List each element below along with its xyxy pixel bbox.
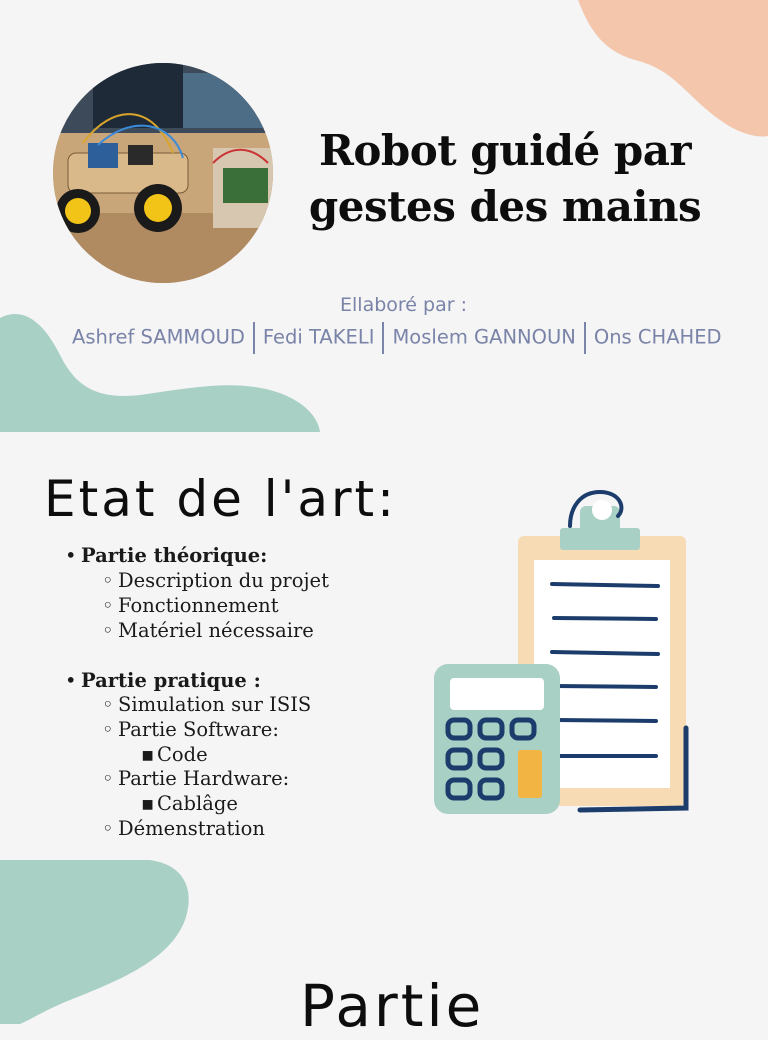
list-item: ◦ Matériel nécessaire	[102, 619, 314, 642]
list-item: ◦ Fonctionnement	[102, 594, 279, 617]
mint-blob-bottom	[0, 860, 200, 1024]
byline: Ellaboré par :	[340, 294, 467, 316]
author-name: Moslem GANNOUN	[392, 325, 576, 349]
author-separator	[584, 322, 586, 354]
author-separator	[253, 322, 255, 354]
list-item: ◦ Description du projet	[102, 569, 329, 592]
list-item: ◦ Démenstration	[102, 817, 265, 840]
calculator-icon	[434, 664, 560, 814]
list-item: ▪ Code	[141, 743, 208, 766]
author-name: Ons CHAHED	[593, 325, 722, 349]
author-list	[72, 322, 768, 354]
page-title: Robot guidé par gestes des mains	[308, 126, 702, 231]
author-name: Fedi TAKELI	[262, 325, 375, 349]
list-item: ◦ Partie Hardware:	[102, 767, 290, 790]
next-section-title: Partie	[300, 972, 485, 1040]
author-separator	[382, 322, 384, 354]
clipboard-icon	[430, 488, 700, 823]
peach-blob	[560, 0, 768, 140]
list-item: • Partie théorique:	[65, 544, 268, 567]
robot-car-photo	[53, 63, 273, 283]
list-item: ◦ Simulation sur ISIS	[102, 693, 312, 716]
section-title: Etat de l'art:	[44, 470, 398, 528]
author-name: Ashref SAMMOUD	[72, 325, 245, 349]
list-item: ▪ Cablâge	[141, 792, 238, 815]
list-item: • Partie pratique :	[65, 669, 261, 692]
list-item: ◦ Partie Software:	[102, 718, 279, 741]
